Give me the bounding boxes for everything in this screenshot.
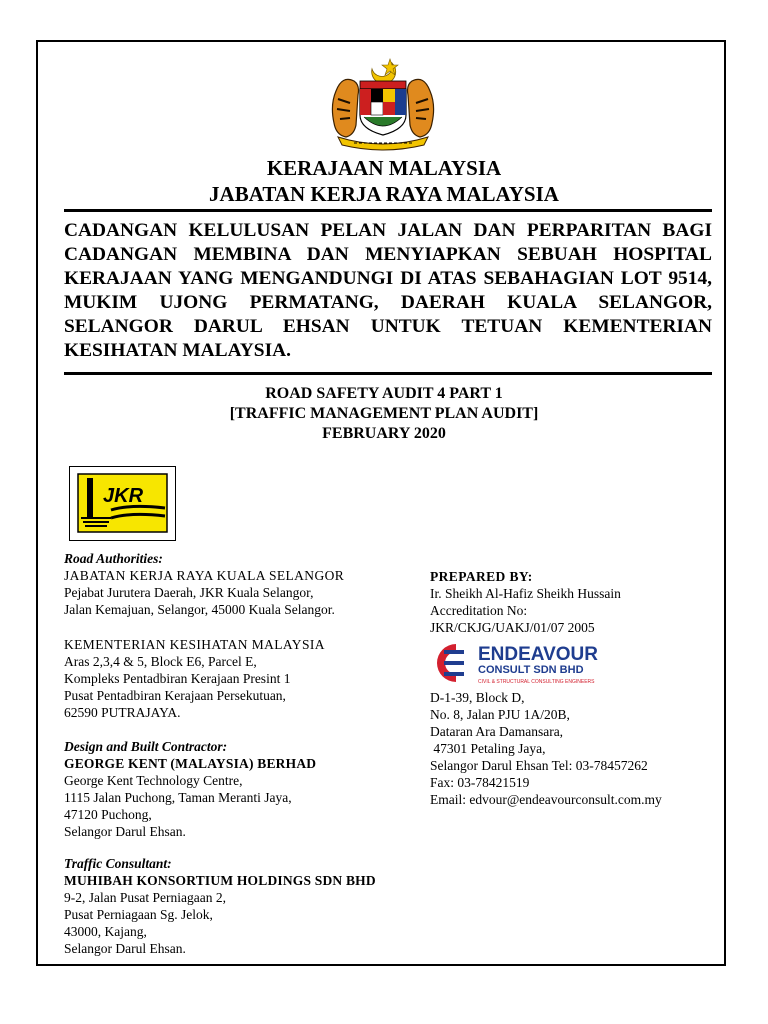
traffic-consultant-address-line: Pusat Perniagaan Sg. Jelok, — [64, 907, 213, 922]
endeavour-logo-tag: CIVIL & STRUCTURAL CONSULTING ENGINEERS — [478, 679, 595, 685]
contractor-name: GEORGE KENT (MALAYSIA) BERHAD — [64, 756, 317, 771]
moh-address-line: Kompleks Pentadbiran Kerajaan Presint 1 — [64, 671, 291, 686]
contractor-address-line: 1115 Jalan Puchong, Taman Meranti Jaya, — [64, 790, 292, 805]
audit-title: ROAD SAFETY AUDIT 4 PART 1 — [265, 385, 503, 402]
moh-address-line: 62590 PUTRAJAYA. — [64, 705, 181, 720]
contractor-address-line: George Kent Technology Centre, — [64, 773, 243, 788]
endeavour-address-block — [430, 689, 662, 808]
moh-block — [64, 636, 325, 721]
department-heading: JABATAN KERJA RAYA MALAYSIA — [209, 182, 559, 206]
traffic-consultant-heading: Traffic Consultant: — [64, 856, 172, 871]
jkr-address-line: Pejabat Jurutera Daerah, JKR Kuala Selangor, — [64, 585, 314, 600]
endeavour-address-line: Dataran Ara Damansara, — [430, 724, 564, 739]
audit-date: FEBRUARY 2020 — [322, 425, 446, 442]
endeavour-logo-name: ENDEAVOUR — [478, 644, 598, 665]
jkr-address-line: Jalan Kemajuan, Selangor, 45000 Kuala Selangor. — [64, 602, 335, 617]
project-title: CADANGAN KELULUSAN PELAN JALAN DAN PERPARITAN BAGI CADANGAN MEMBINA DAN MENYIAPKAN SEBUAH HOSPITAL KERAJAAN YANG MENGANDUNGI DI ATAS SEBAHAGIAN LOT 9514, MUKIM UJONG PERMATANG, DAERAH KUALA SELANGOR, SELANGOR DARUL EHSAN UNTUK TETUAN KEMENTERIAN KESIHATAN MALAYSIA. — [64, 220, 712, 361]
traffic-consultant-block — [64, 855, 376, 957]
endeavour-address-line: No. 8, Jalan PJU 1A/20B, — [430, 707, 570, 722]
contractor-heading: Design and Built Contractor: — [64, 739, 228, 754]
contractor-address-line: Selangor Darul Ehsan. — [64, 824, 186, 839]
divider — [64, 209, 712, 212]
jkr-logo-icon — [69, 466, 176, 541]
endeavour-logo-icon — [430, 640, 620, 686]
traffic-consultant-address-line: Selangor Darul Ehsan. — [64, 941, 186, 956]
prepared-by-line: Ir. Sheikh Al-Hafiz Sheikh Hussain — [430, 586, 621, 601]
coat-of-arms-icon — [328, 55, 438, 155]
endeavour-address-line: 47301 Petaling Jaya, — [430, 741, 546, 756]
contractor-address-line: 47120 Puchong, — [64, 807, 152, 822]
endeavour-phone-line: Selangor Darul Ehsan Tel: 03-78457262 — [430, 758, 648, 773]
traffic-consultant-address-line: 9-2, Jalan Pusat Perniagaan 2, — [64, 890, 226, 905]
jkr-logo-text: JKR — [103, 485, 144, 507]
endeavour-fax-line: Fax: 03-78421519 — [430, 775, 530, 790]
prepared-by-line: JKR/CKJG/UAKJ/01/07 2005 — [430, 620, 595, 635]
moh-name: KEMENTERIAN KESIHATAN MALAYSIA — [64, 637, 325, 652]
endeavour-email-line: Email: edvour@endeavourconsult.com.my — [430, 792, 662, 807]
prepared-by-line: Accreditation No: — [430, 603, 528, 618]
moh-address-line: Aras 2,3,4 & 5, Block E6, Parcel E, — [64, 654, 257, 669]
traffic-consultant-name: MUHIBAH KONSORTIUM HOLDINGS SDN BHD — [64, 873, 376, 888]
endeavour-address-line: D-1-39, Block D, — [430, 690, 525, 705]
government-heading: KERAJAAN MALAYSIA — [266, 156, 502, 180]
moh-address-line: Pusat Pentadbiran Kerajaan Persekutuan, — [64, 688, 286, 703]
contractor-block — [64, 738, 316, 840]
prepared-by-heading: PREPARED BY: — [430, 569, 533, 584]
jkr-kuala-selangor-name: JABATAN KERJA RAYA KUALA SELANGOR — [64, 568, 345, 583]
traffic-consultant-address-line: 43000, Kajang, — [64, 924, 147, 939]
prepared-by-block — [430, 568, 621, 636]
divider — [64, 372, 712, 375]
endeavour-logo-sub: CONSULT SDN BHD — [478, 664, 584, 676]
audit-subtitle: [TRAFFIC MANAGEMENT PLAN AUDIT] — [229, 405, 539, 422]
road-authorities-heading: Road Authorities: — [64, 551, 163, 566]
road-authorities-block — [64, 550, 344, 618]
